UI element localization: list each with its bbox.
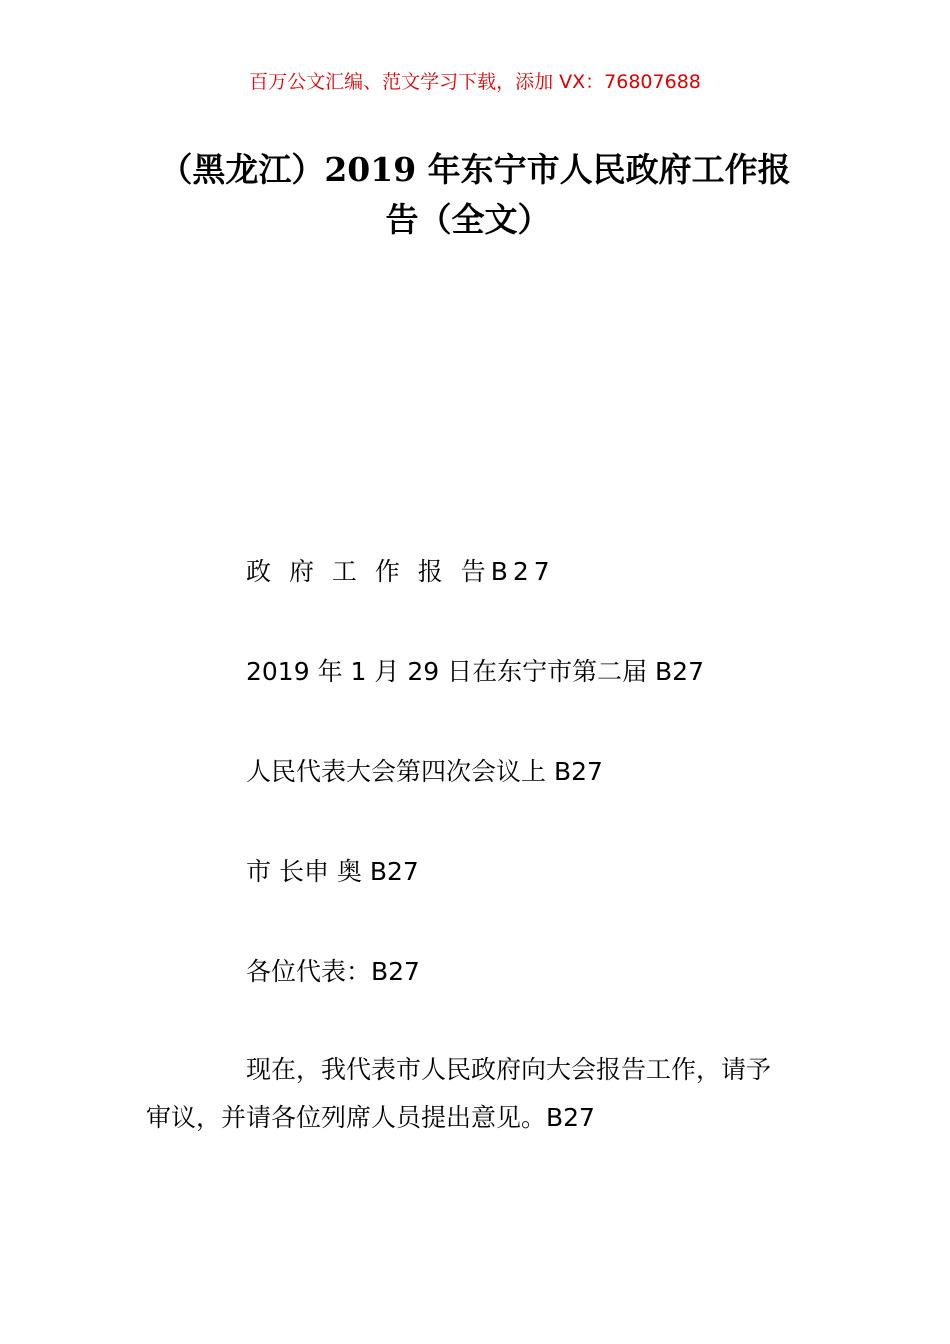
report-name-line: 政 府 工 作 报 告B27 <box>246 557 555 586</box>
body-paragraph-line-2: 审议，并请各位列席人员提出意见。B27 <box>146 1103 595 1132</box>
mayor-line: 市 长申 奥 B27 <box>246 857 419 886</box>
document-title-line-2: 告（全文） <box>385 200 551 239</box>
body-paragraph <box>146 1046 808 1142</box>
meeting-line: 人民代表大会第四次会议上 B27 <box>246 757 603 786</box>
body-paragraph-line-1: 现在，我代表市人民政府向大会报告工作，请予 <box>246 1055 772 1084</box>
salutation-line: 各位代表：B27 <box>246 957 420 986</box>
header-banner: 百万公文汇编、范文学习下载，添加 VX：76807688 <box>249 71 701 93</box>
document-title-line-1: （黑龙江）2019 年东宁市人民政府工作报 <box>159 150 791 189</box>
date-line: 2019 年 1 月 29 日在东宁市第二届 B27 <box>246 657 704 686</box>
